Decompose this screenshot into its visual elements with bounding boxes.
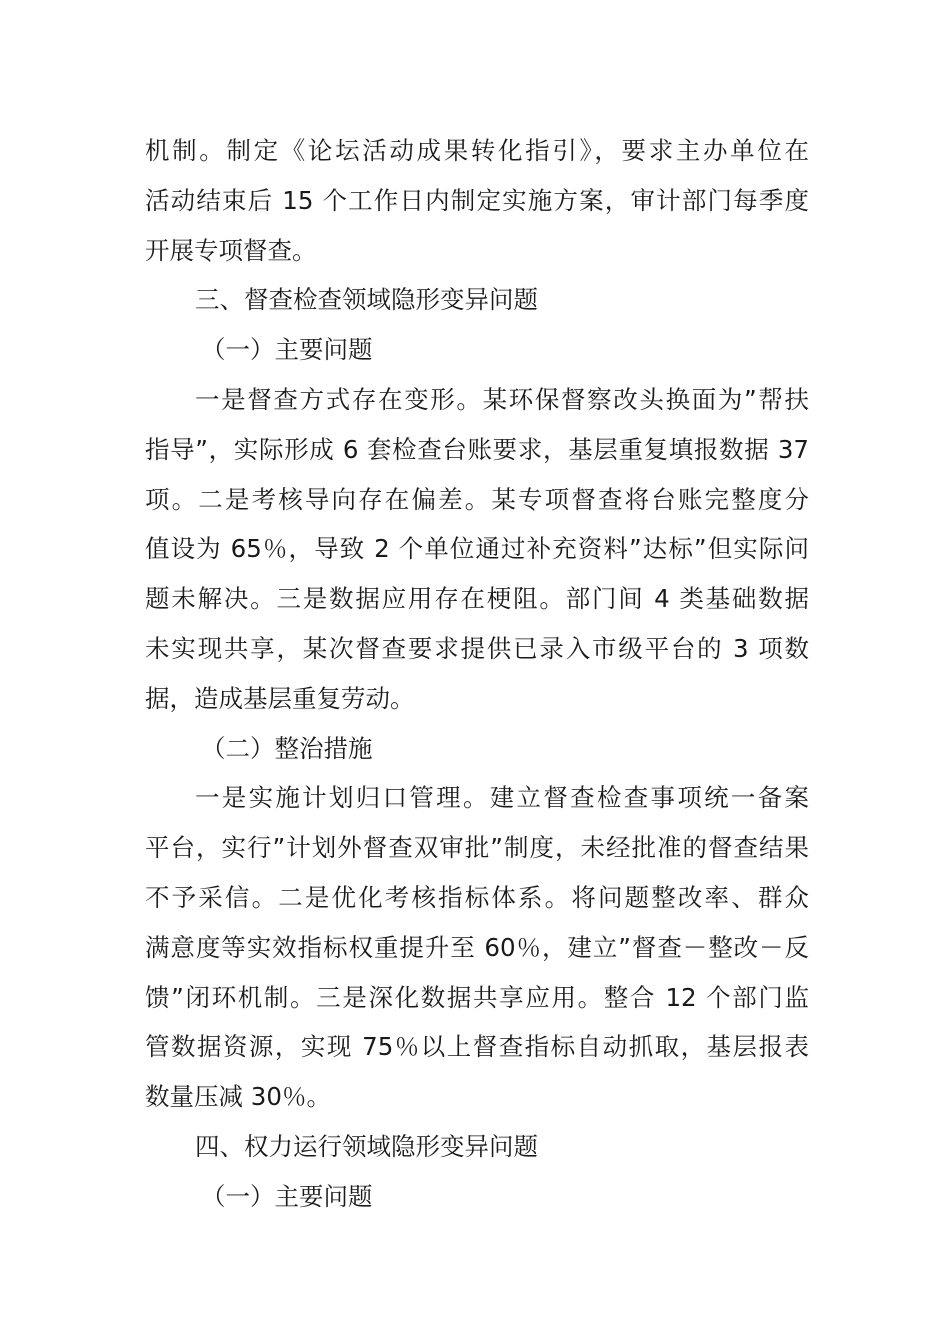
paragraph-line: 不予采信。二是优化考核指标体系。将问题整改率、群众 <box>145 882 809 912</box>
paragraph-line: 一是实施计划归口管理。建立督查检查事项统一备案 <box>195 783 809 813</box>
subsection-heading: （二）整治措施 <box>201 733 373 763</box>
paragraph-line: 据，造成基层重复劳动。 <box>145 683 415 713</box>
subsection-heading: （一）主要问题 <box>201 1181 373 1211</box>
subsection-heading: （一）主要问题 <box>201 335 373 365</box>
section-heading: 三、督查检查领域隐形变异问题 <box>195 285 538 315</box>
paragraph-line: 管数据资源，实现 75％以上督查指标自动抓取，基层报表 <box>145 1032 809 1062</box>
paragraph-line: 满意度等实效指标权重提升至 60％，建立”督查－整改－反 <box>145 932 809 962</box>
paragraph-line: 机制。制定《论坛活动成果转化指引》，要求主办单位在 <box>145 136 809 165</box>
paragraph-line: 未实现共享，某次督查要求提供已录入市级平台的 3 项数 <box>145 633 809 663</box>
paragraph-line: 馈”闭环机制。三是深化数据共享应用。整合 12 个部门监 <box>145 982 809 1012</box>
paragraph-line: 数量压减 30％。 <box>145 1082 331 1112</box>
paragraph-line: 平台，实行”计划外督查双审批”制度，未经批准的督查结果 <box>145 833 809 863</box>
paragraph-line: 题未解决。三是数据应用存在梗阻。部门间 4 类基础数据 <box>145 584 809 614</box>
paragraph-line: 指导”，实际形成 6 套检查台账要求，基层重复填报数据 37 <box>145 434 809 464</box>
paragraph-line: 一是督查方式存在变形。某环保督察改头换面为”帮扶 <box>195 384 809 414</box>
section-heading: 四、权力运行领域隐形变异问题 <box>195 1131 538 1161</box>
paragraph-line: 开展专项督查。 <box>145 235 317 265</box>
paragraph-line: 项。二是考核导向存在偏差。某专项督查将台账完整度分 <box>145 484 809 514</box>
paragraph-line: 活动结束后 15 个工作日内制定实施方案，审计部门每季度 <box>145 185 809 215</box>
paragraph-line: 值设为 65％，导致 2 个单位通过补充资料”达标”但实际问 <box>145 534 809 564</box>
document-body <box>145 126 809 1222</box>
